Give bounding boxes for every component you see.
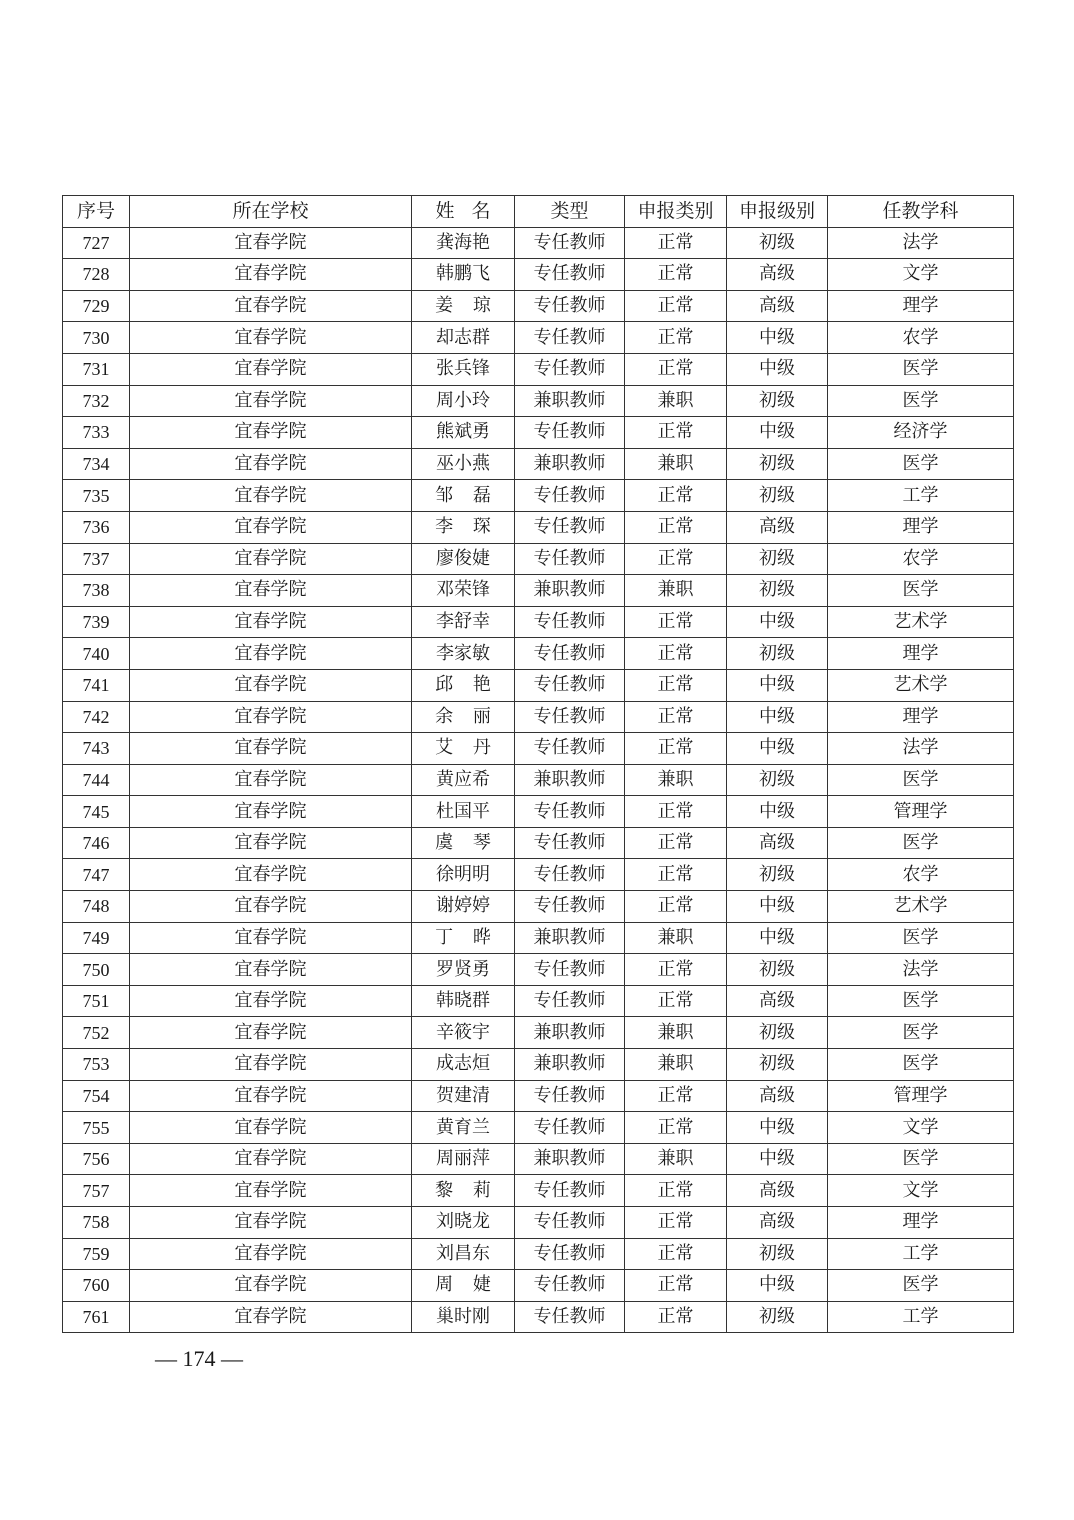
cell-category: 正常: [625, 606, 727, 638]
cell-school: 宜春学院: [130, 1112, 412, 1144]
table-row: [63, 417, 1014, 449]
cell-school: 宜春学院: [130, 1017, 412, 1049]
cell-subject: 理学: [828, 290, 1014, 322]
cell-level: 高级: [727, 1080, 828, 1112]
cell-category: 正常: [625, 954, 727, 986]
cell-category: 正常: [625, 543, 727, 575]
cell-type: 专任教师: [515, 1301, 625, 1333]
cell-level: 初级: [727, 764, 828, 796]
cell-name: 余丽: [412, 701, 515, 733]
cell-name: 巫小燕: [412, 448, 515, 480]
table-row: [63, 543, 1014, 575]
cell-category: 正常: [625, 827, 727, 859]
cell-category: 正常: [625, 701, 727, 733]
cell-no: 741: [63, 669, 130, 701]
cell-subject: 工学: [828, 480, 1014, 512]
cell-name: 贺建清: [412, 1080, 515, 1112]
cell-category: 兼职: [625, 764, 727, 796]
cell-school: 宜春学院: [130, 417, 412, 449]
cell-subject: 医学: [828, 448, 1014, 480]
table-row: [63, 448, 1014, 480]
cell-category: 正常: [625, 227, 727, 259]
cell-category: 兼职: [625, 575, 727, 607]
table-row: [63, 606, 1014, 638]
table-row: [63, 1112, 1014, 1144]
cell-category: 正常: [625, 1175, 727, 1207]
cell-school: 宜春学院: [130, 733, 412, 765]
cell-level: 初级: [727, 448, 828, 480]
cell-school: 宜春学院: [130, 227, 412, 259]
cell-level: 初级: [727, 859, 828, 891]
cell-type: 兼职教师: [515, 922, 625, 954]
cell-subject: 农学: [828, 543, 1014, 575]
cell-level: 初级: [727, 1017, 828, 1049]
cell-level: 高级: [727, 1175, 828, 1207]
cell-no: 749: [63, 922, 130, 954]
cell-name: 周小玲: [412, 385, 515, 417]
cell-type: 兼职教师: [515, 1049, 625, 1081]
cell-no: 732: [63, 385, 130, 417]
cell-category: 正常: [625, 417, 727, 449]
cell-no: 760: [63, 1270, 130, 1302]
cell-category: 兼职: [625, 385, 727, 417]
cell-school: 宜春学院: [130, 480, 412, 512]
cell-category: 正常: [625, 290, 727, 322]
cell-subject: 医学: [828, 1143, 1014, 1175]
cell-school: 宜春学院: [130, 1143, 412, 1175]
cell-type: 专任教师: [515, 322, 625, 354]
cell-type: 专任教师: [515, 290, 625, 322]
cell-level: 初级: [727, 543, 828, 575]
table-row: [63, 480, 1014, 512]
cell-school: 宜春学院: [130, 606, 412, 638]
cell-category: 正常: [625, 1080, 727, 1112]
table-row: [63, 985, 1014, 1017]
header-level: 申报级别: [727, 196, 828, 228]
cell-subject: 农学: [828, 859, 1014, 891]
cell-school: 宜春学院: [130, 1207, 412, 1239]
cell-name: 廖俊婕: [412, 543, 515, 575]
cell-type: 兼职教师: [515, 448, 625, 480]
table-row: [63, 1207, 1014, 1239]
cell-type: 专任教师: [515, 259, 625, 291]
table-row: [63, 669, 1014, 701]
cell-type: 兼职教师: [515, 575, 625, 607]
cell-subject: 工学: [828, 1238, 1014, 1270]
cell-school: 宜春学院: [130, 1175, 412, 1207]
cell-level: 中级: [727, 606, 828, 638]
table-row: [63, 638, 1014, 670]
cell-school: 宜春学院: [130, 796, 412, 828]
cell-subject: 文学: [828, 1175, 1014, 1207]
header-name: 姓名: [412, 196, 515, 228]
cell-school: 宜春学院: [130, 764, 412, 796]
table-body: [63, 227, 1014, 1333]
cell-no: 755: [63, 1112, 130, 1144]
cell-category: 正常: [625, 1207, 727, 1239]
cell-school: 宜春学院: [130, 669, 412, 701]
table-row: [63, 1049, 1014, 1081]
cell-subject: 医学: [828, 1017, 1014, 1049]
cell-subject: 农学: [828, 322, 1014, 354]
header-no: 序号: [63, 196, 130, 228]
cell-level: 中级: [727, 701, 828, 733]
cell-school: 宜春学院: [130, 922, 412, 954]
cell-type: 专任教师: [515, 511, 625, 543]
table-row: [63, 954, 1014, 986]
cell-type: 专任教师: [515, 859, 625, 891]
cell-category: 正常: [625, 1270, 727, 1302]
header-row: [63, 196, 1014, 228]
cell-type: 专任教师: [515, 1238, 625, 1270]
cell-no: 751: [63, 985, 130, 1017]
cell-name: 却志群: [412, 322, 515, 354]
cell-name: 李舒幸: [412, 606, 515, 638]
cell-type: 专任教师: [515, 669, 625, 701]
cell-school: 宜春学院: [130, 322, 412, 354]
table-row: [63, 575, 1014, 607]
cell-category: 正常: [625, 638, 727, 670]
cell-subject: 艺术学: [828, 891, 1014, 923]
cell-subject: 理学: [828, 1207, 1014, 1239]
cell-level: 中级: [727, 322, 828, 354]
table-row: [63, 227, 1014, 259]
table-row: [63, 322, 1014, 354]
cell-name: 丁晔: [412, 922, 515, 954]
cell-level: 初级: [727, 385, 828, 417]
table-row: [63, 891, 1014, 923]
cell-no: 736: [63, 511, 130, 543]
cell-type: 兼职教师: [515, 764, 625, 796]
table-row: [63, 385, 1014, 417]
cell-no: 747: [63, 859, 130, 891]
cell-name: 周丽萍: [412, 1143, 515, 1175]
cell-no: 740: [63, 638, 130, 670]
cell-school: 宜春学院: [130, 859, 412, 891]
cell-no: 733: [63, 417, 130, 449]
cell-subject: 医学: [828, 385, 1014, 417]
cell-no: 737: [63, 543, 130, 575]
cell-category: 正常: [625, 1238, 727, 1270]
cell-level: 高级: [727, 511, 828, 543]
cell-school: 宜春学院: [130, 575, 412, 607]
page-number: — 174 —: [155, 1346, 243, 1371]
cell-name: 韩晓群: [412, 985, 515, 1017]
cell-name: 艾丹: [412, 733, 515, 765]
table-row: [63, 796, 1014, 828]
cell-level: 初级: [727, 1301, 828, 1333]
cell-level: 中级: [727, 922, 828, 954]
header-type: 类型: [515, 196, 625, 228]
cell-name: 巢时刚: [412, 1301, 515, 1333]
cell-no: 729: [63, 290, 130, 322]
cell-subject: 医学: [828, 922, 1014, 954]
cell-no: 730: [63, 322, 130, 354]
table-row: [63, 1238, 1014, 1270]
cell-type: 专任教师: [515, 701, 625, 733]
cell-no: 752: [63, 1017, 130, 1049]
cell-no: 731: [63, 353, 130, 385]
cell-level: 中级: [727, 353, 828, 385]
cell-no: 745: [63, 796, 130, 828]
cell-subject: 经济学: [828, 417, 1014, 449]
cell-no: 759: [63, 1238, 130, 1270]
cell-category: 正常: [625, 796, 727, 828]
cell-category: 正常: [625, 1301, 727, 1333]
cell-name: 韩鹏飞: [412, 259, 515, 291]
table-row: [63, 353, 1014, 385]
cell-school: 宜春学院: [130, 1238, 412, 1270]
cell-name: 刘昌东: [412, 1238, 515, 1270]
cell-no: 744: [63, 764, 130, 796]
cell-level: 初级: [727, 1238, 828, 1270]
cell-category: 兼职: [625, 1017, 727, 1049]
cell-type: 专任教师: [515, 1207, 625, 1239]
cell-category: 正常: [625, 1112, 727, 1144]
cell-no: 734: [63, 448, 130, 480]
cell-no: 753: [63, 1049, 130, 1081]
cell-category: 兼职: [625, 1143, 727, 1175]
cell-type: 专任教师: [515, 606, 625, 638]
cell-category: 兼职: [625, 922, 727, 954]
cell-subject: 管理学: [828, 796, 1014, 828]
cell-category: 正常: [625, 669, 727, 701]
cell-school: 宜春学院: [130, 353, 412, 385]
cell-name: 邱艳: [412, 669, 515, 701]
cell-subject: 医学: [828, 353, 1014, 385]
cell-name: 辛筱宇: [412, 1017, 515, 1049]
table-row: [63, 1017, 1014, 1049]
cell-category: 兼职: [625, 448, 727, 480]
cell-category: 正常: [625, 511, 727, 543]
cell-no: 756: [63, 1143, 130, 1175]
cell-type: 专任教师: [515, 353, 625, 385]
cell-name: 龚海艳: [412, 227, 515, 259]
cell-type: 专任教师: [515, 985, 625, 1017]
table-row: [63, 259, 1014, 291]
cell-subject: 管理学: [828, 1080, 1014, 1112]
table-row: [63, 922, 1014, 954]
cell-school: 宜春学院: [130, 543, 412, 575]
cell-level: 中级: [727, 669, 828, 701]
table-row: [63, 1175, 1014, 1207]
cell-name: 徐明明: [412, 859, 515, 891]
cell-name: 成志烜: [412, 1049, 515, 1081]
cell-subject: 理学: [828, 701, 1014, 733]
cell-type: 专任教师: [515, 1080, 625, 1112]
cell-no: 757: [63, 1175, 130, 1207]
table-row: [63, 1080, 1014, 1112]
table-row: [63, 511, 1014, 543]
cell-category: 正常: [625, 859, 727, 891]
cell-name: 李琛: [412, 511, 515, 543]
cell-level: 初级: [727, 480, 828, 512]
cell-level: 初级: [727, 575, 828, 607]
cell-no: 750: [63, 954, 130, 986]
cell-name: 黄育兰: [412, 1112, 515, 1144]
cell-type: 兼职教师: [515, 1143, 625, 1175]
cell-type: 专任教师: [515, 1270, 625, 1302]
cell-subject: 文学: [828, 1112, 1014, 1144]
cell-name: 熊斌勇: [412, 417, 515, 449]
cell-level: 初级: [727, 954, 828, 986]
cell-category: 正常: [625, 259, 727, 291]
cell-type: 专任教师: [515, 638, 625, 670]
cell-no: 746: [63, 827, 130, 859]
cell-subject: 文学: [828, 259, 1014, 291]
roster-table: [62, 195, 1014, 1333]
cell-school: 宜春学院: [130, 638, 412, 670]
cell-school: 宜春学院: [130, 1301, 412, 1333]
cell-name: 黎莉: [412, 1175, 515, 1207]
cell-school: 宜春学院: [130, 511, 412, 543]
cell-name: 谢婷婷: [412, 891, 515, 923]
cell-subject: 医学: [828, 1049, 1014, 1081]
cell-no: 748: [63, 891, 130, 923]
cell-name: 邹磊: [412, 480, 515, 512]
cell-level: 高级: [727, 259, 828, 291]
cell-type: 专任教师: [515, 954, 625, 986]
cell-name: 姜琼: [412, 290, 515, 322]
cell-name: 罗贤勇: [412, 954, 515, 986]
cell-school: 宜春学院: [130, 827, 412, 859]
cell-no: 754: [63, 1080, 130, 1112]
cell-subject: 医学: [828, 827, 1014, 859]
cell-subject: 医学: [828, 764, 1014, 796]
cell-school: 宜春学院: [130, 1049, 412, 1081]
table-row: [63, 1301, 1014, 1333]
cell-name: 邓荣锋: [412, 575, 515, 607]
cell-subject: 法学: [828, 733, 1014, 765]
cell-level: 中级: [727, 891, 828, 923]
cell-subject: 医学: [828, 1270, 1014, 1302]
cell-name: 刘晓龙: [412, 1207, 515, 1239]
cell-level: 中级: [727, 1112, 828, 1144]
cell-school: 宜春学院: [130, 1270, 412, 1302]
table-header: [63, 196, 1014, 228]
cell-category: 兼职: [625, 1049, 727, 1081]
cell-category: 正常: [625, 480, 727, 512]
table-row: [63, 859, 1014, 891]
cell-subject: 工学: [828, 1301, 1014, 1333]
table-row: [63, 733, 1014, 765]
cell-no: 735: [63, 480, 130, 512]
cell-level: 中级: [727, 1143, 828, 1175]
table-row: [63, 290, 1014, 322]
header-school: 所在学校: [130, 196, 412, 228]
header-subject: 任教学科: [828, 196, 1014, 228]
cell-level: 中级: [727, 1270, 828, 1302]
cell-subject: 医学: [828, 985, 1014, 1017]
cell-subject: 理学: [828, 638, 1014, 670]
cell-school: 宜春学院: [130, 954, 412, 986]
table-row: [63, 827, 1014, 859]
cell-no: 727: [63, 227, 130, 259]
cell-name: 李家敏: [412, 638, 515, 670]
cell-no: 743: [63, 733, 130, 765]
cell-type: 专任教师: [515, 891, 625, 923]
cell-no: 758: [63, 1207, 130, 1239]
cell-level: 初级: [727, 227, 828, 259]
cell-category: 正常: [625, 322, 727, 354]
cell-name: 黄应希: [412, 764, 515, 796]
cell-category: 正常: [625, 353, 727, 385]
header-category: 申报类别: [625, 196, 727, 228]
table-row: [63, 1143, 1014, 1175]
cell-school: 宜春学院: [130, 448, 412, 480]
cell-category: 正常: [625, 891, 727, 923]
cell-level: 初级: [727, 1049, 828, 1081]
cell-type: 专任教师: [515, 796, 625, 828]
cell-name: 周婕: [412, 1270, 515, 1302]
cell-type: 兼职教师: [515, 385, 625, 417]
cell-level: 高级: [727, 985, 828, 1017]
cell-subject: 理学: [828, 511, 1014, 543]
cell-level: 中级: [727, 796, 828, 828]
cell-name: 杜国平: [412, 796, 515, 828]
cell-subject: 医学: [828, 575, 1014, 607]
cell-school: 宜春学院: [130, 385, 412, 417]
cell-school: 宜春学院: [130, 259, 412, 291]
table-row: [63, 701, 1014, 733]
cell-subject: 法学: [828, 954, 1014, 986]
cell-category: 正常: [625, 733, 727, 765]
cell-type: 专任教师: [515, 1112, 625, 1144]
cell-level: 中级: [727, 733, 828, 765]
cell-school: 宜春学院: [130, 985, 412, 1017]
cell-type: 专任教师: [515, 827, 625, 859]
cell-name: 虞琴: [412, 827, 515, 859]
cell-no: 761: [63, 1301, 130, 1333]
cell-type: 专任教师: [515, 543, 625, 575]
cell-category: 正常: [625, 985, 727, 1017]
cell-no: 739: [63, 606, 130, 638]
cell-level: 中级: [727, 417, 828, 449]
cell-level: 初级: [727, 638, 828, 670]
cell-type: 专任教师: [515, 417, 625, 449]
cell-level: 高级: [727, 290, 828, 322]
cell-school: 宜春学院: [130, 290, 412, 322]
cell-type: 专任教师: [515, 733, 625, 765]
cell-school: 宜春学院: [130, 1080, 412, 1112]
cell-level: 高级: [727, 827, 828, 859]
cell-school: 宜春学院: [130, 701, 412, 733]
cell-subject: 艺术学: [828, 606, 1014, 638]
table-row: [63, 1270, 1014, 1302]
cell-no: 742: [63, 701, 130, 733]
cell-subject: 艺术学: [828, 669, 1014, 701]
cell-type: 专任教师: [515, 227, 625, 259]
cell-no: 728: [63, 259, 130, 291]
cell-level: 高级: [727, 1207, 828, 1239]
cell-type: 兼职教师: [515, 1017, 625, 1049]
cell-no: 738: [63, 575, 130, 607]
cell-type: 专任教师: [515, 480, 625, 512]
cell-name: 张兵锋: [412, 353, 515, 385]
cell-subject: 法学: [828, 227, 1014, 259]
table-row: [63, 764, 1014, 796]
cell-type: 专任教师: [515, 1175, 625, 1207]
cell-school: 宜春学院: [130, 891, 412, 923]
